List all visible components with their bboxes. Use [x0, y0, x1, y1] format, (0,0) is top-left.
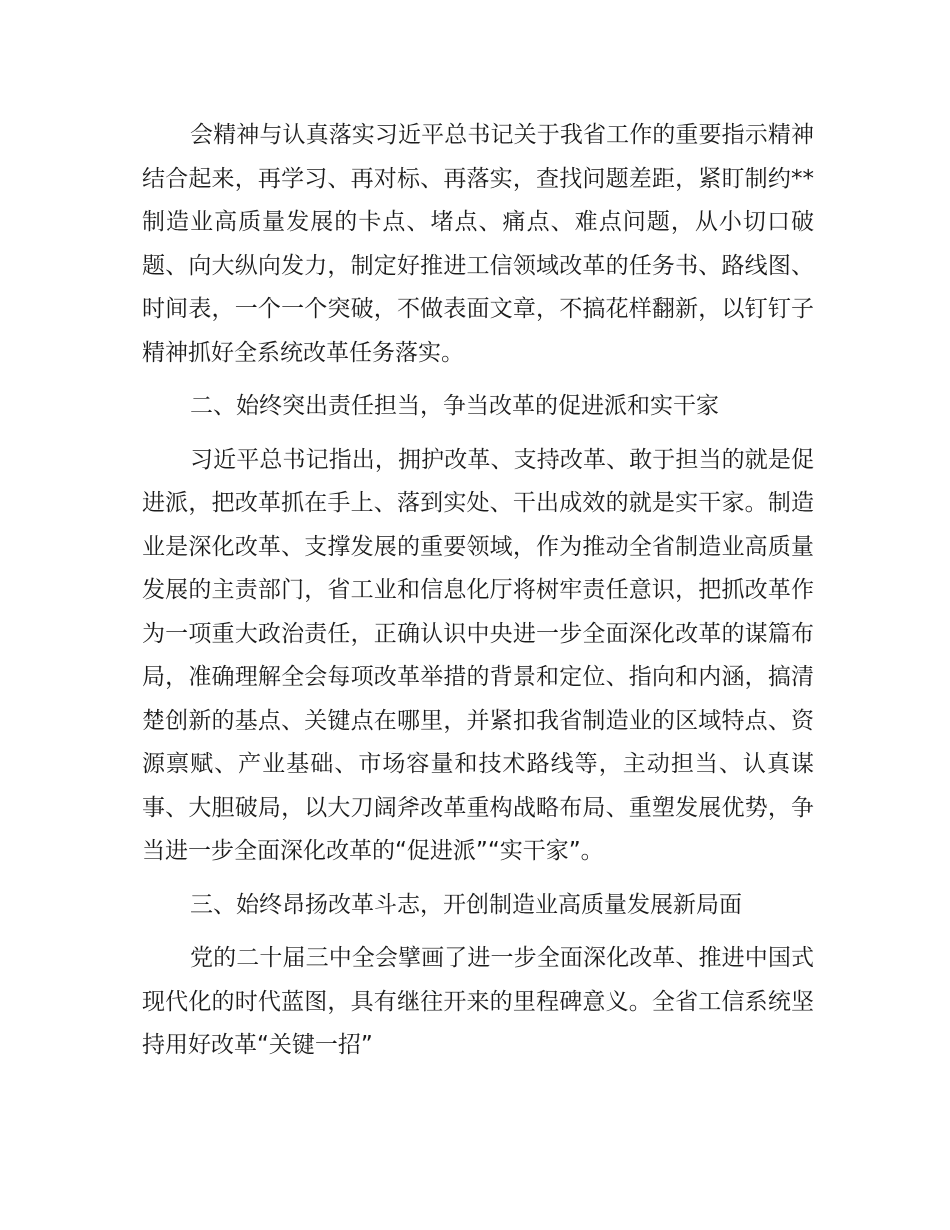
paragraph-section-3: 党的二十届三中全会擘画了进一步全面深化改革、推进中国式现代化的时代蓝图，具有继往开来的里程碑意义。全省工信系统坚持用好改革“关键一招”: [142, 945, 814, 1058]
document-body: [142, 114, 814, 1078]
section-heading-2: 二、始终突出责任担当，争当改革的促进派和实干家: [190, 393, 719, 419]
section-heading-3: 三、始终昂扬改革斗志，开创制造业高质量发展新局面: [190, 891, 742, 918]
paragraph-continuation: 会精神与认真落实习近平总书记关于我省工作的重要指示精神结合起来，再学习、再对标、再落实，查找问题差距，紧盯制约**制造业高质量发展的卡点、堵点、痛点、难点问题，从小切口破题、向大纵向发力，制定好推进工信领域改革的任务书、路线图、时间表，一个一个突破，不做表面文章，不搞花样翻新，以钉钉子精神抓好全系统改革任务落实。: [142, 122, 814, 366]
paragraph-section-2: 习近平总书记指出，拥护改革、支持改革、敢于担当的就是促进派，把改革抓在手上、落到实处、干出成效的就是实干家。制造业是深化改革、支撑发展的重要领域，作为推动全省制造业高质量发展的主责部门，省工业和信息化厅将树牢责任意识，把抓改革作为一项重大政治责任，正确认识中央进一步全面深化改革的谋篇布局，准确理解全会每项改革举措的背景和定位、指向和内涵，搞清楚创新的基点、关键点在哪里，并紧扣我省制造业的区域特点、资源禀赋、产业基础、市场容量和技术路线等，主动担当、认真谋事、大胆破局，以大刀阔斧改革重构战略布局、重塑发展优势，争当进一步全面深化改革的“促进派”“实干家”。: [142, 446, 814, 864]
